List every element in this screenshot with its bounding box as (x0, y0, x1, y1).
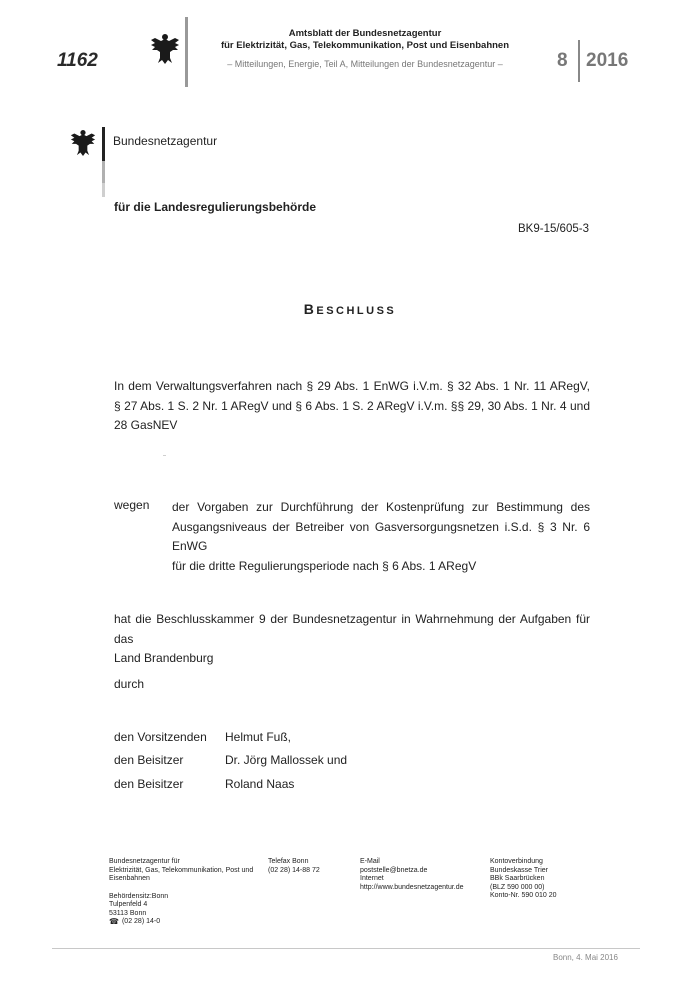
subject-line-1: der Vorgaben zur Durchführung der Kostenprüfung zur Bestimmung des (172, 500, 590, 514)
footer-bank (490, 858, 610, 901)
procedure-line-3: 28 GasNEV (114, 418, 178, 432)
footer-fax (268, 858, 348, 875)
procedure-line-2: § 27 Abs. 1 S. 2 Nr. 1 ARegV und § 6 Abs. 1 S. 2 ARegV i.V.m. §§ 29, 30 Abs. 1 Nr. 4 und (114, 398, 590, 413)
footer-fax-label: Telefax Bonn (268, 858, 309, 865)
member-name: Dr. Jörg Mallossek und (225, 753, 348, 767)
issue-divider (578, 40, 580, 82)
member-role: den Vorsitzenden (114, 730, 207, 744)
issue-number: 8 (557, 50, 568, 71)
footer-bank-line: Kontoverbindung (490, 858, 543, 865)
issue-date: Bonn, 4. Mai 2016 (553, 953, 618, 962)
phone-icon: ☎ (109, 917, 119, 927)
reference-number: BK9-15/605-3 (518, 223, 589, 235)
footer-fax-number: (02 28) 14-88 72 (268, 866, 320, 874)
footer-address (109, 858, 259, 927)
issue-year: 2016 (586, 50, 629, 71)
member-role: den Beisitzer (114, 777, 184, 791)
federal-eagle-icon (150, 32, 180, 66)
agency-name: Bundesnetzagentur (113, 134, 218, 148)
footer-address-line: Elektrizität, Gas, Telekommunikation, Post und (109, 866, 254, 874)
footer-internet-label: Internet (360, 875, 384, 882)
member-role: den Beisitzer (114, 753, 184, 767)
footer-phone (109, 918, 259, 927)
footer-internet[interactable]: http://www.bundesnetzagentur.de (360, 883, 464, 891)
amtsblatt-subtitle: – Mitteilungen, Energie, Teil A, Mitteilungen der Bundesnetzagentur – (227, 59, 503, 69)
flag-bar-red (102, 161, 105, 183)
wegen-label: wegen (114, 498, 150, 512)
member-name: Roland Naas (225, 777, 295, 791)
procedure-line-1: In dem Verwaltungsverfahren nach § 29 Abs. 1 EnWG i.V.m. § 32 Abs. 1 Nr. 11 ARegV, (114, 379, 590, 393)
footer-bank-line: BBk Saarbrücken (490, 875, 545, 882)
amtsblatt-title (200, 28, 530, 52)
footer-bank-line: Bundeskasse Trier (490, 866, 548, 874)
bottom-rule (52, 948, 640, 949)
subject-line-3: für die dritte Regulierungsperiode nach § 6 Abs. 1 ARegV (172, 558, 477, 573)
footer-email-label: E-Mail (360, 858, 380, 865)
footer-address-line: Eisenbahnen (109, 875, 150, 882)
footer-bank-line: Konto-Nr. 590 010 20 (490, 892, 557, 899)
amtsblatt-title-line2: für Elektrizität, Gas, Telekommunikation, Post und Eisenbahnen (220, 40, 510, 51)
member-name: Helmut Fuß, (225, 730, 292, 744)
chamber-line-1: hat die Beschlusskammer 9 der Bundesnetzagentur in Wahrnehmung der Aufgaben für das (114, 612, 590, 646)
header-divider (185, 17, 188, 87)
footer-address-line: Tulpenfeld 4 (109, 901, 148, 908)
federal-eagle-icon (70, 128, 96, 158)
chamber-line-2: Land Brandenburg (114, 651, 214, 665)
footer-phone-number: (02 28) 14-0 (121, 918, 161, 925)
footer-address-line: 53113 Bonn (109, 909, 147, 917)
chamber-paragraph (114, 610, 590, 669)
flag-bar-black (102, 127, 105, 161)
procedure-paragraph (114, 377, 590, 436)
page-number: 1162 (57, 50, 98, 71)
amtsblatt-title-line1: Amtsblatt der Bundesnetzagentur (288, 28, 442, 39)
footer-contact (360, 858, 480, 892)
flag-bar-gold (102, 183, 105, 197)
scan-speck (163, 455, 166, 456)
durch-label: durch (114, 677, 145, 691)
footer-address-line: Behördensitz:Bonn (109, 892, 169, 900)
footer-email[interactable]: poststelle@bnetza.de (360, 866, 428, 874)
subject-paragraph (172, 498, 590, 576)
subject-line-2: Ausgangsniveaus der Betreiber von Gasversorgungsnetzen i.S.d. § 3 Nr. 6 EnWG (172, 519, 590, 553)
footer-bank-line: (BLZ 590 000 00) (490, 883, 545, 891)
title-rest: ESCHLUSS (316, 305, 397, 317)
footer-address-line: Bundesnetzagentur für (109, 858, 180, 865)
document-title (0, 301, 700, 317)
title-initial: B (303, 301, 317, 317)
authority-line: für die Landesregulierungsbehörde (114, 200, 317, 214)
